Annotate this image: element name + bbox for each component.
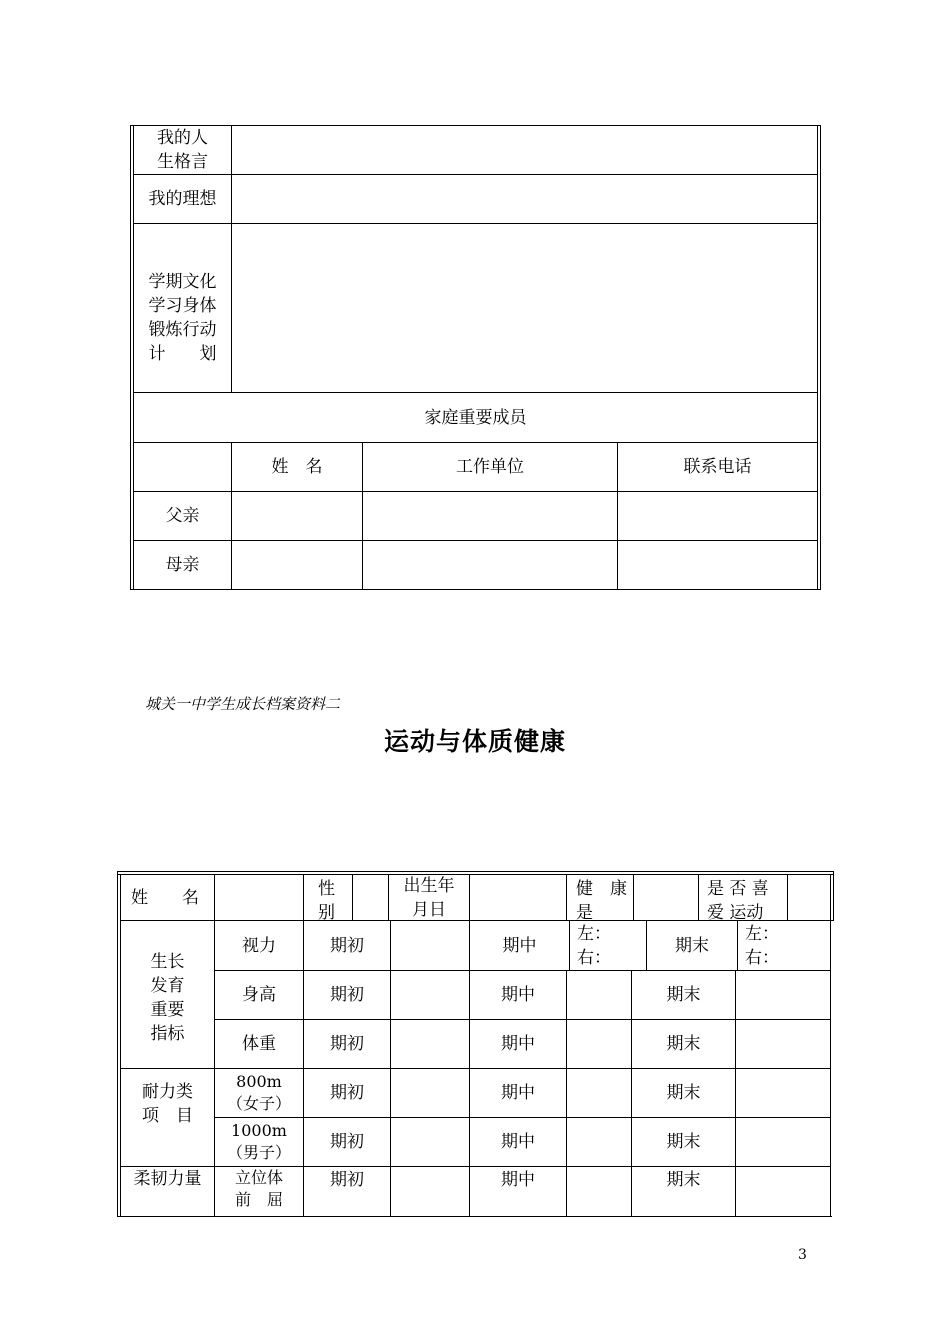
family-header: 家庭重要成员 [424, 407, 527, 428]
gender-value[interactable] [353, 875, 388, 920]
flex-start-label: 期初 [330, 1170, 364, 1190]
run800-start-label: 期初 [330, 1083, 364, 1103]
vision-end-value[interactable]: 左： 右： [745, 924, 779, 968]
growth-label: 生长 发育 重要 指标 [150, 951, 185, 1044]
vision-mid-label: 期中 [502, 935, 537, 956]
height-start-label: 期初 [330, 985, 364, 1005]
weight-mid-label: 期中 [501, 1034, 535, 1054]
weight-label: 体重 [242, 1034, 276, 1054]
run800-end-label: 期末 [666, 1083, 701, 1103]
birth-label: 出生年 月日 [403, 875, 455, 920]
page-number: 3 [798, 1247, 807, 1263]
plan-value[interactable] [232, 224, 817, 392]
sport-label: 是 否 喜 爱 运动 [707, 879, 769, 923]
section-title: 运动与体质健康 [383, 727, 566, 756]
flex-mid-label: 期中 [501, 1170, 535, 1190]
run1000-label: 1000m （男子） [226, 1121, 291, 1162]
name-label: 姓 名 [131, 887, 199, 908]
flex-label: 柔韧力量 [133, 1169, 202, 1189]
height-end-label: 期末 [666, 985, 701, 1005]
mother-label: 母亲 [165, 555, 200, 575]
flex-item-label: 立位体 前 屈 [234, 1168, 283, 1209]
gender-label: 性 别 [318, 879, 335, 923]
col-phone: 联系电话 [683, 457, 752, 477]
run1000-mid-label: 期中 [501, 1132, 535, 1152]
run800-mid-label: 期中 [501, 1083, 535, 1103]
col-name: 姓 名 [271, 457, 323, 477]
health-value[interactable] [634, 875, 698, 920]
birth-value[interactable] [470, 875, 566, 920]
father-label: 父亲 [165, 506, 200, 526]
vision-label: 视力 [242, 935, 276, 956]
health-label: 健 康 是 [576, 879, 627, 923]
vision-end-label: 期末 [675, 935, 709, 956]
motto-value[interactable] [232, 126, 817, 174]
weight-end-label: 期末 [666, 1034, 701, 1054]
col-work: 工作单位 [456, 457, 524, 477]
run800-label: 800m （女子） [226, 1072, 291, 1113]
vision-start-value[interactable] [391, 921, 469, 970]
height-mid-label: 期中 [501, 985, 535, 1005]
height-label: 身高 [242, 985, 276, 1005]
ideal-value[interactable] [232, 175, 817, 223]
weight-start-label: 期初 [330, 1034, 364, 1054]
plan-label: 学期文化 学习身体 锻炼行动 计 划 [148, 272, 217, 364]
vision-start-label: 期初 [330, 935, 364, 956]
run1000-end-label: 期末 [666, 1132, 701, 1152]
flex-end-label: 期末 [666, 1170, 701, 1190]
ideal-label: 我的理想 [148, 189, 217, 209]
sport-value[interactable] [788, 875, 830, 920]
name-value[interactable] [215, 875, 303, 920]
run1000-start-label: 期初 [330, 1132, 364, 1152]
endurance-label: 耐力类 项 目 [142, 1081, 193, 1126]
archive-header-label: 城关一中学生成长档案资料二 [145, 695, 341, 713]
motto-label: 我的人 生格言 [157, 128, 208, 172]
vision-mid-value[interactable]: 左： 右： [577, 924, 611, 968]
